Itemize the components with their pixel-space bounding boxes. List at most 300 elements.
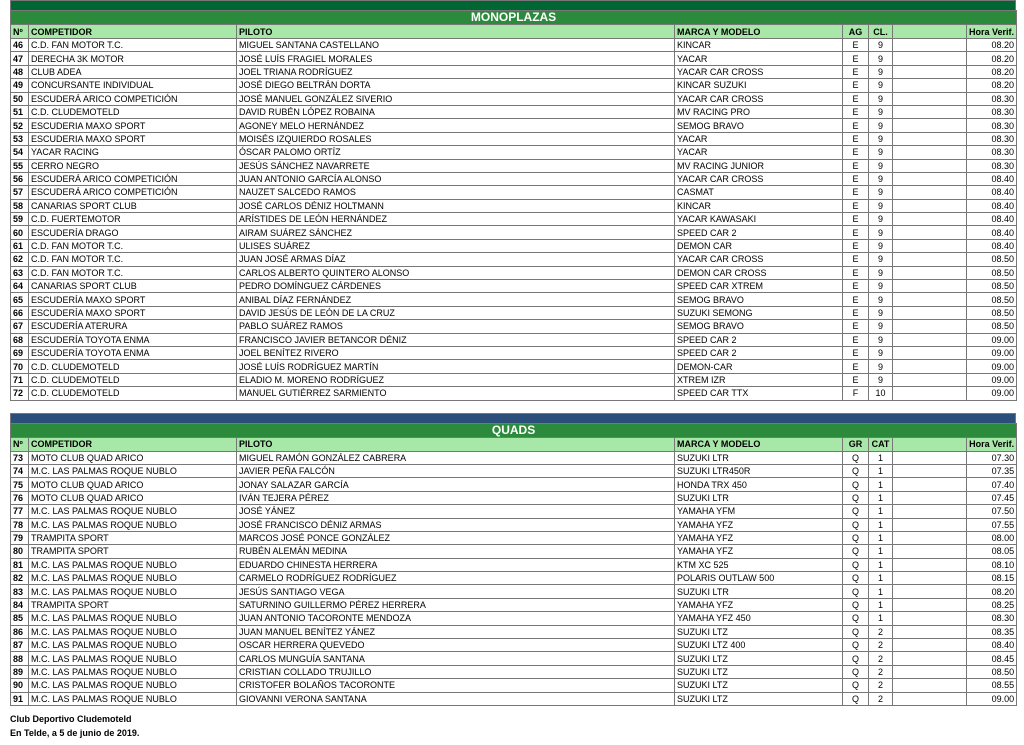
row-number: 48	[11, 65, 29, 78]
monoplazas-title-row	[11, 11, 1017, 25]
table-row	[11, 464, 1017, 477]
row-number: 77	[11, 505, 29, 518]
row-competidor: M.C. LAS PALMAS ROQUE NUBLO	[29, 464, 237, 477]
row-marca: SPEED CAR 2	[675, 226, 843, 239]
row-number: 76	[11, 491, 29, 504]
row-group: Q	[843, 679, 869, 692]
row-piloto: IVÁN TEJERA PÉREZ	[237, 491, 675, 504]
row-hora: 08.50	[967, 266, 1017, 279]
row-class: 9	[869, 373, 893, 386]
row-competidor: ESCUDERÍA DRAGO	[29, 226, 237, 239]
row-competidor: M.C. LAS PALMAS ROQUE NUBLO	[29, 518, 237, 531]
row-number: 55	[11, 159, 29, 172]
row-group: E	[843, 320, 869, 333]
row-number: 79	[11, 531, 29, 544]
row-class: 1	[869, 531, 893, 544]
row-competidor: M.C. LAS PALMAS ROQUE NUBLO	[29, 679, 237, 692]
row-group: E	[843, 306, 869, 319]
row-marca: SUZUKI LTZ	[675, 665, 843, 678]
row-class: 1	[869, 464, 893, 477]
row-hora: 08.05	[967, 545, 1017, 558]
table-row	[11, 239, 1017, 252]
footer-club: Club Deportivo Cludemoteld	[10, 714, 132, 724]
row-piloto: JOEL BENÍTEZ RIVERO	[237, 346, 675, 359]
table-row	[11, 186, 1017, 199]
footer	[10, 712, 139, 740]
row-competidor: M.C. LAS PALMAS ROQUE NUBLO	[29, 665, 237, 678]
row-group: Q	[843, 545, 869, 558]
row-blank	[893, 92, 967, 105]
row-blank	[893, 159, 967, 172]
row-group: E	[843, 226, 869, 239]
row-class: 9	[869, 92, 893, 105]
row-marca: DEMON CAR	[675, 239, 843, 252]
table-row	[11, 320, 1017, 333]
row-competidor: ESCUDERÍA MAXO SPORT	[29, 306, 237, 319]
row-hora: 08.50	[967, 253, 1017, 266]
row-competidor: ESCUDERÁ ARICO COMPETICIÓN	[29, 186, 237, 199]
row-group: Q	[843, 652, 869, 665]
row-number: 50	[11, 92, 29, 105]
row-hora: 08.00	[967, 531, 1017, 544]
table-row	[11, 451, 1017, 464]
table-row	[11, 572, 1017, 585]
row-class: 9	[869, 186, 893, 199]
row-piloto: JOSÉ CARLOS DÉNIZ HOLTMANN	[237, 199, 675, 212]
row-number: 78	[11, 518, 29, 531]
row-group: Q	[843, 639, 869, 652]
table-row	[11, 598, 1017, 611]
quads-title: QUADS	[11, 423, 1017, 437]
row-competidor: C.D. CLUDEMOTELD	[29, 373, 237, 386]
table-row	[11, 333, 1017, 346]
row-hora: 09.00	[967, 373, 1017, 386]
row-group: E	[843, 105, 869, 118]
row-blank	[893, 172, 967, 185]
row-blank	[893, 39, 967, 52]
row-group: Q	[843, 451, 869, 464]
header-category: CAT	[869, 437, 893, 451]
row-number: 53	[11, 132, 29, 145]
row-class: 9	[869, 146, 893, 159]
row-piloto: JOSÉ DIEGO BELTRÁN DORTA	[237, 79, 675, 92]
row-piloto: PABLO SUÁREZ RAMOS	[237, 320, 675, 333]
row-blank	[893, 625, 967, 638]
row-marca: YACAR	[675, 132, 843, 145]
row-piloto: MIGUEL SANTANA CASTELLANO	[237, 39, 675, 52]
row-blank	[893, 545, 967, 558]
table-row	[11, 52, 1017, 65]
row-hora: 08.40	[967, 172, 1017, 185]
table-row	[11, 226, 1017, 239]
header-num: Nº	[11, 25, 29, 39]
row-hora: 08.25	[967, 598, 1017, 611]
row-class: 9	[869, 172, 893, 185]
row-hora: 08.40	[967, 226, 1017, 239]
table-row	[11, 360, 1017, 373]
row-class: 9	[869, 159, 893, 172]
row-class: 2	[869, 665, 893, 678]
row-piloto: GIOVANNI VERONA SANTANA	[237, 692, 675, 705]
row-piloto: CARMELO RODRÍGUEZ RODRÍGUEZ	[237, 572, 675, 585]
row-group: E	[843, 373, 869, 386]
row-blank	[893, 239, 967, 252]
table-row	[11, 478, 1017, 491]
row-class: 9	[869, 199, 893, 212]
row-hora: 07.45	[967, 491, 1017, 504]
row-group: E	[843, 119, 869, 132]
row-group: Q	[843, 612, 869, 625]
row-hora: 07.55	[967, 518, 1017, 531]
row-piloto: AGONEY MELO HERNÁNDEZ	[237, 119, 675, 132]
row-piloto: JOSÉ LUÍS FRAGIEL MORALES	[237, 52, 675, 65]
table-row	[11, 253, 1017, 266]
row-group: E	[843, 253, 869, 266]
row-group: E	[843, 79, 869, 92]
row-group: Q	[843, 518, 869, 531]
row-piloto: OSCAR HERRERA QUEVEDO	[237, 639, 675, 652]
row-blank	[893, 132, 967, 145]
row-competidor: MOTO CLUB QUAD ARICO	[29, 478, 237, 491]
monoplazas-table	[10, 10, 1017, 401]
row-marca: YAMAHA YFZ	[675, 518, 843, 531]
row-competidor: C.D. FUERTEMOTOR	[29, 213, 237, 226]
row-hora: 08.30	[967, 92, 1017, 105]
row-piloto: MARCOS JOSÉ PONCE GONZÁLEZ	[237, 531, 675, 544]
row-group: E	[843, 186, 869, 199]
row-competidor: CANARIAS SPORT CLUB	[29, 199, 237, 212]
row-group: E	[843, 293, 869, 306]
row-blank	[893, 612, 967, 625]
row-class: 1	[869, 478, 893, 491]
row-hora: 08.20	[967, 79, 1017, 92]
row-blank	[893, 105, 967, 118]
row-class: 1	[869, 518, 893, 531]
monoplazas-title: MONOPLAZAS	[11, 11, 1017, 25]
row-competidor: ESCUDERÍA TOYOTA ENMA	[29, 333, 237, 346]
row-marca: SUZUKI LTZ	[675, 679, 843, 692]
quads-top-bar	[10, 413, 1016, 423]
table-row	[11, 266, 1017, 279]
quads-table	[10, 423, 1017, 706]
row-number: 83	[11, 585, 29, 598]
table-row	[11, 119, 1017, 132]
row-competidor: ESCUDERÁ ARICO COMPETICIÓN	[29, 172, 237, 185]
row-class: 1	[869, 451, 893, 464]
row-competidor: M.C. LAS PALMAS ROQUE NUBLO	[29, 692, 237, 705]
row-marca: SUZUKI LTZ	[675, 652, 843, 665]
row-piloto: JUAN JOSÉ ARMAS DÍAZ	[237, 253, 675, 266]
row-group: E	[843, 159, 869, 172]
row-competidor: M.C. LAS PALMAS ROQUE NUBLO	[29, 558, 237, 571]
row-number: 74	[11, 464, 29, 477]
row-marca: DEMON-CAR	[675, 360, 843, 373]
row-number: 49	[11, 79, 29, 92]
row-hora: 08.40	[967, 213, 1017, 226]
row-group: Q	[843, 665, 869, 678]
row-blank	[893, 65, 967, 78]
row-number: 65	[11, 293, 29, 306]
row-number: 52	[11, 119, 29, 132]
row-class: 9	[869, 79, 893, 92]
row-class: 9	[869, 333, 893, 346]
document-sheet	[10, 0, 1016, 706]
row-hora: 08.40	[967, 239, 1017, 252]
table-row	[11, 639, 1017, 652]
row-competidor: M.C. LAS PALMAS ROQUE NUBLO	[29, 625, 237, 638]
row-competidor: M.C. LAS PALMAS ROQUE NUBLO	[29, 505, 237, 518]
header-marca: MARCA Y MODELO	[675, 437, 843, 451]
row-hora: 08.30	[967, 146, 1017, 159]
table-row	[11, 159, 1017, 172]
row-class: 1	[869, 545, 893, 558]
row-competidor: M.C. LAS PALMAS ROQUE NUBLO	[29, 652, 237, 665]
row-marca: YACAR	[675, 146, 843, 159]
row-hora: 07.40	[967, 478, 1017, 491]
row-competidor: CERRO NEGRO	[29, 159, 237, 172]
table-row	[11, 665, 1017, 678]
row-class: 9	[869, 119, 893, 132]
row-marca: SUZUKI LTR	[675, 585, 843, 598]
row-group: Q	[843, 625, 869, 638]
row-piloto: MANUEL GUTIÉRREZ SARMIENTO	[237, 387, 675, 400]
row-marca: KTM XC 525	[675, 558, 843, 571]
row-hora: 08.50	[967, 320, 1017, 333]
row-number: 63	[11, 266, 29, 279]
row-piloto: JOEL TRIANA RODRÍGUEZ	[237, 65, 675, 78]
row-piloto: JOSÉ FRANCISCO DÉNIZ ARMAS	[237, 518, 675, 531]
row-blank	[893, 360, 967, 373]
table-row	[11, 491, 1017, 504]
row-number: 70	[11, 360, 29, 373]
row-competidor: ESCUDERÍA TOYOTA ENMA	[29, 346, 237, 359]
row-marca: YACAR KAWASAKI	[675, 213, 843, 226]
table-row	[11, 585, 1017, 598]
table-row	[11, 293, 1017, 306]
row-hora: 08.40	[967, 199, 1017, 212]
row-marca: YAMAHA YFZ	[675, 531, 843, 544]
row-class: 1	[869, 558, 893, 571]
row-group: E	[843, 346, 869, 359]
row-hora: 08.40	[967, 186, 1017, 199]
row-blank	[893, 692, 967, 705]
row-piloto: JUAN ANTONIO TACORONTE MENDOZA	[237, 612, 675, 625]
table-row	[11, 346, 1017, 359]
header-blank	[893, 437, 967, 451]
row-marca: YACAR CAR CROSS	[675, 65, 843, 78]
row-group: E	[843, 333, 869, 346]
monoplazas-header-row	[11, 25, 1017, 39]
row-marca: SPEED CAR 2	[675, 346, 843, 359]
row-marca: SEMOG BRAVO	[675, 119, 843, 132]
row-competidor: C.D. FAN MOTOR T.C.	[29, 253, 237, 266]
row-marca: YAMAHA YFZ	[675, 598, 843, 611]
table-row	[11, 280, 1017, 293]
row-blank	[893, 558, 967, 571]
table-row	[11, 39, 1017, 52]
row-marca: SUZUKI LTZ	[675, 625, 843, 638]
monoplazas-top-bar	[10, 0, 1016, 10]
row-hora: 08.30	[967, 119, 1017, 132]
row-group: E	[843, 199, 869, 212]
quads-header-row	[11, 437, 1017, 451]
row-blank	[893, 639, 967, 652]
row-marca: SPEED CAR XTREM	[675, 280, 843, 293]
row-competidor: M.C. LAS PALMAS ROQUE NUBLO	[29, 612, 237, 625]
row-marca: SUZUKI LTZ 400	[675, 639, 843, 652]
row-piloto: ANIBAL DÍAZ FERNÁNDEZ	[237, 293, 675, 306]
row-piloto: FRANCISCO JAVIER BETANCOR DÉNIZ	[237, 333, 675, 346]
row-blank	[893, 387, 967, 400]
row-hora: 08.15	[967, 572, 1017, 585]
row-marca: CASMAT	[675, 186, 843, 199]
row-number: 51	[11, 105, 29, 118]
row-blank	[893, 333, 967, 346]
row-group: Q	[843, 464, 869, 477]
row-group: Q	[843, 478, 869, 491]
row-number: 66	[11, 306, 29, 319]
row-class: 2	[869, 652, 893, 665]
row-competidor: M.C. LAS PALMAS ROQUE NUBLO	[29, 585, 237, 598]
table-row	[11, 387, 1017, 400]
row-competidor: MOTO CLUB QUAD ARICO	[29, 491, 237, 504]
row-group: E	[843, 52, 869, 65]
row-blank	[893, 253, 967, 266]
row-hora: 08.30	[967, 132, 1017, 145]
row-number: 56	[11, 172, 29, 185]
table-row	[11, 79, 1017, 92]
row-group: Q	[843, 598, 869, 611]
header-marca: MARCA Y MODELO	[675, 25, 843, 39]
row-competidor: CANARIAS SPORT CLUB	[29, 280, 237, 293]
row-blank	[893, 464, 967, 477]
row-number: 73	[11, 451, 29, 464]
row-hora: 08.10	[967, 558, 1017, 571]
row-group: E	[843, 92, 869, 105]
row-blank	[893, 52, 967, 65]
row-number: 80	[11, 545, 29, 558]
row-piloto: EDUARDO CHINESTA HERRERA	[237, 558, 675, 571]
row-group: Q	[843, 692, 869, 705]
row-group: Q	[843, 491, 869, 504]
header-hora: Hora Verif.	[967, 437, 1017, 451]
row-class: 2	[869, 639, 893, 652]
row-group: E	[843, 39, 869, 52]
row-number: 87	[11, 639, 29, 652]
row-competidor: CONCURSANTE INDIVIDUAL	[29, 79, 237, 92]
table-row	[11, 373, 1017, 386]
row-piloto: MOISÉS IZQUIERDO ROSALES	[237, 132, 675, 145]
row-marca: MV RACING JUNIOR	[675, 159, 843, 172]
row-hora: 08.20	[967, 52, 1017, 65]
row-hora: 08.40	[967, 639, 1017, 652]
row-marca: DEMON CAR CROSS	[675, 266, 843, 279]
row-class: 9	[869, 280, 893, 293]
row-number: 82	[11, 572, 29, 585]
table-row	[11, 105, 1017, 118]
row-class: 9	[869, 239, 893, 252]
row-number: 71	[11, 373, 29, 386]
table-row	[11, 146, 1017, 159]
row-piloto: CRISTIAN COLLADO TRUJILLO	[237, 665, 675, 678]
row-marca: YACAR	[675, 52, 843, 65]
row-class: 9	[869, 52, 893, 65]
row-group: E	[843, 213, 869, 226]
header-competidor: COMPETIDOR	[29, 437, 237, 451]
row-hora: 08.30	[967, 105, 1017, 118]
header-hora: Hora Verif.	[967, 25, 1017, 39]
row-marca: YAMAHA YFM	[675, 505, 843, 518]
row-piloto: CRISTOFER BOLAÑOS TACORONTE	[237, 679, 675, 692]
table-row	[11, 531, 1017, 544]
row-class: 9	[869, 65, 893, 78]
row-blank	[893, 665, 967, 678]
row-group: E	[843, 266, 869, 279]
row-class: 9	[869, 132, 893, 145]
table-row	[11, 652, 1017, 665]
header-competidor: COMPETIDOR	[29, 25, 237, 39]
row-number: 62	[11, 253, 29, 266]
row-piloto: JONAY SALAZAR GARCÍA	[237, 478, 675, 491]
row-number: 54	[11, 146, 29, 159]
row-competidor: C.D. FAN MOTOR T.C.	[29, 239, 237, 252]
row-blank	[893, 119, 967, 132]
section-spacer	[10, 401, 1016, 413]
row-blank	[893, 293, 967, 306]
row-number: 85	[11, 612, 29, 625]
row-hora: 08.35	[967, 625, 1017, 638]
row-number: 64	[11, 280, 29, 293]
row-blank	[893, 320, 967, 333]
header-num: Nº	[11, 437, 29, 451]
row-hora: 07.50	[967, 505, 1017, 518]
row-piloto: CARLOS MUNGUÍA SANTANA	[237, 652, 675, 665]
row-marca: SUZUKI LTR	[675, 451, 843, 464]
row-class: 1	[869, 585, 893, 598]
row-competidor: M.C. LAS PALMAS ROQUE NUBLO	[29, 572, 237, 585]
row-marca: XTREM IZR	[675, 373, 843, 386]
row-blank	[893, 679, 967, 692]
row-hora: 09.00	[967, 333, 1017, 346]
row-piloto: ARÍSTIDES DE LEÓN HERNÁNDEZ	[237, 213, 675, 226]
row-competidor: ESCUDERIA MAXO SPORT	[29, 132, 237, 145]
row-piloto: RUBÉN ALEMÁN MEDINA	[237, 545, 675, 558]
row-piloto: ÓSCAR PALOMO ORTÍZ	[237, 146, 675, 159]
row-class: 9	[869, 293, 893, 306]
row-piloto: CARLOS ALBERTO QUINTERO ALONSO	[237, 266, 675, 279]
row-number: 86	[11, 625, 29, 638]
row-hora: 09.00	[967, 360, 1017, 373]
row-competidor: TRAMPITA SPORT	[29, 531, 237, 544]
row-blank	[893, 652, 967, 665]
row-hora: 07.30	[967, 451, 1017, 464]
row-class: 9	[869, 360, 893, 373]
row-marca: SEMOG BRAVO	[675, 320, 843, 333]
row-piloto: JOSÉ YÁNEZ	[237, 505, 675, 518]
row-number: 46	[11, 39, 29, 52]
row-number: 67	[11, 320, 29, 333]
row-hora: 08.20	[967, 65, 1017, 78]
row-blank	[893, 79, 967, 92]
row-number: 88	[11, 652, 29, 665]
row-number: 81	[11, 558, 29, 571]
row-number: 89	[11, 665, 29, 678]
row-marca: HONDA TRX 450	[675, 478, 843, 491]
row-piloto: JUAN ANTONIO GARCÍA ALONSO	[237, 172, 675, 185]
row-class: 9	[869, 253, 893, 266]
row-blank	[893, 266, 967, 279]
row-number: 90	[11, 679, 29, 692]
